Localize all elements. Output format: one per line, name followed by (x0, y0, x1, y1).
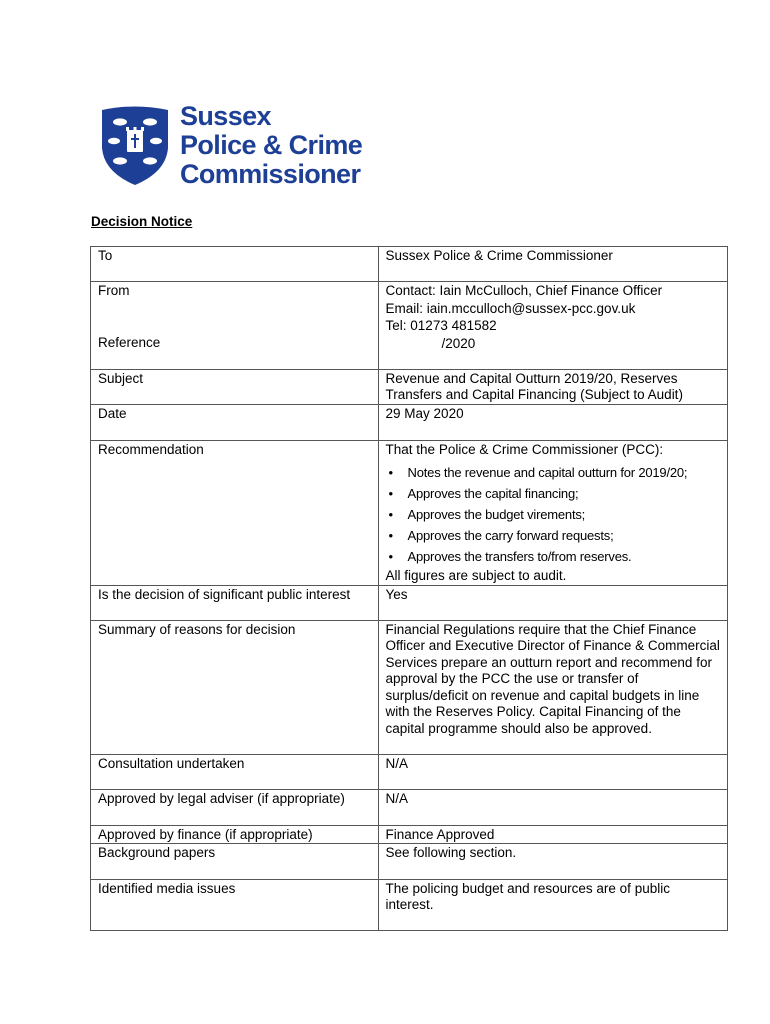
recommendation-note: All figures are subject to audit. (385, 568, 567, 584)
from-tel: Tel: 01273 481582 (385, 318, 497, 334)
reference-label: Reference (98, 334, 161, 350)
background-label: Background papers (98, 845, 216, 861)
media-label: Identified media issues (98, 880, 236, 896)
finance-label: Approved by finance (if appropriate) (98, 826, 313, 842)
table-row (91, 282, 728, 370)
bullet-icon: • (388, 528, 393, 544)
reasons-value: Financial Regulations require that the Chief Finance Officer and Executive Director of Finance & Commercial Services prepare an outturn report and recommend for approval by the PCC the use or transfer of surplus/deficit on revenue and capital budgets in line with the Reserves Policy. Capital Financing of the capital programme should also be approved. (385, 622, 720, 736)
from-label: From (98, 283, 130, 299)
table-row (91, 440, 728, 585)
table-row (91, 879, 728, 931)
bullet-icon: • (388, 549, 393, 565)
legal-value: N/A (385, 791, 409, 807)
page-title: Decision Notice (91, 214, 193, 229)
recommendation-label: Recommendation (98, 441, 204, 457)
to-label: To (98, 248, 113, 263)
bullet-icon: • (388, 465, 393, 481)
consultation-label: Consultation undertaken (98, 755, 245, 771)
date-value: 29 May 2020 (385, 406, 464, 422)
bullet-icon: • (388, 486, 393, 502)
table-row (91, 754, 728, 789)
recommendation-list (386, 462, 720, 567)
finance-value: Finance Approved (385, 826, 495, 842)
table-row (91, 621, 728, 755)
from-contact: Contact: Iain McCulloch, Chief Finance Officer (385, 283, 663, 299)
list-item: • Approves the capital financing; (386, 483, 720, 504)
list-item: • Approves the budget virements; (386, 504, 720, 525)
list-item: • Approves the carry forward requests; (386, 525, 720, 546)
subject-value: Revenue and Capital Outturn 2019/20, Reserves Transfers and Capital Financing (Subject to Audit) (385, 371, 683, 403)
from-email: Email: iain.mcculloch@sussex-pcc.gov.uk (385, 300, 636, 316)
table-row (91, 585, 728, 620)
table-row (91, 844, 728, 879)
reasons-label: Summary of reasons for decision (98, 622, 296, 638)
date-label: Date (98, 406, 127, 422)
background-value: See following section. (385, 845, 517, 861)
table-row (91, 825, 728, 843)
media-value: The policing budget and resources are of public interest. (385, 880, 670, 912)
table-row (91, 247, 728, 282)
list-item: • Approves the transfers to/from reserves. (386, 546, 720, 567)
legal-label: Approved by legal adviser (if appropriate) (98, 791, 345, 807)
table-row (91, 790, 728, 825)
reference-value: /2020 (441, 335, 476, 351)
to-value: Sussex Police & Crime Commissioner (385, 248, 613, 263)
consultation-value: N/A (385, 755, 409, 771)
table-row (91, 370, 728, 405)
logo (100, 101, 363, 189)
recommendation-intro: That the Police & Crime Commissioner (PCC): (385, 441, 664, 457)
list-item: • Notes the revenue and capital outturn for 2019/20; (386, 462, 720, 483)
table-row (91, 405, 728, 440)
sussex-shield-icon (100, 106, 170, 186)
subject-label: Subject (98, 371, 144, 387)
logo-wordmark: Sussex Police & Crime Commissioner (180, 101, 363, 189)
significant-label: Is the decision of significant public interest (98, 586, 351, 602)
bullet-icon: • (388, 507, 393, 523)
significant-value: Yes (385, 586, 408, 602)
decision-table (90, 246, 728, 931)
